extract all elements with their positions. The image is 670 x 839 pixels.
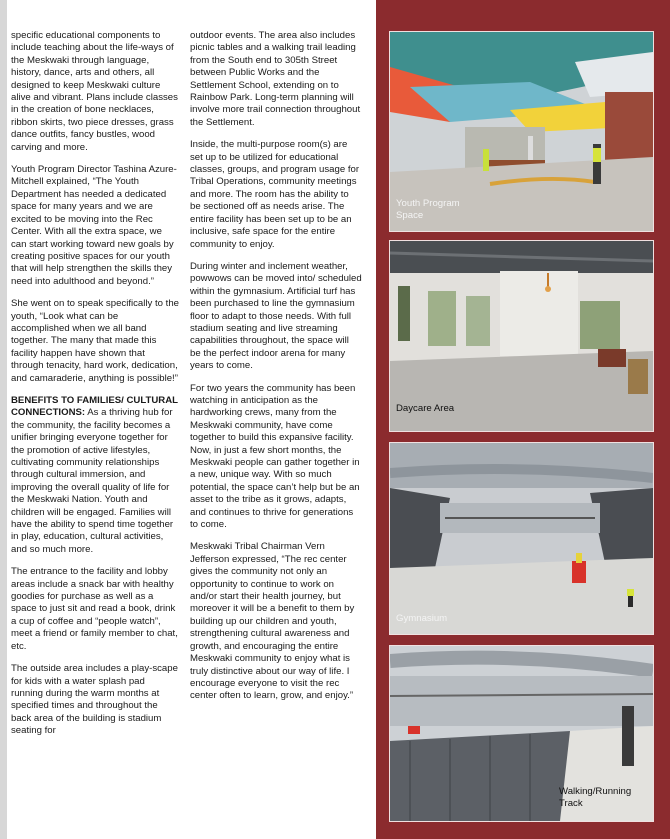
- photo-caption: Walking/Running Track: [559, 786, 632, 809]
- paragraph: She went on to speak specifically to the youth, “Look what can be accomplished when we all band together. The many that made this facility happen have shown that through tenacity, hard work, dedication, and camaraderie, anything is possible!”: [11, 298, 179, 384]
- article-column-2: [190, 30, 362, 713]
- paragraph: The entrance to the facility and lobby areas include a snack bar with healthy goodies for purchase as well as a space to just sit and read a book, drink a cup of coffee and “people watch”, meet a friend or family member to chat, etc.: [11, 566, 178, 652]
- section-heading: BENEFITS TO FAMILIES/ CULTURAL CONNECTIONS:: [11, 394, 178, 419]
- paragraph: During winter and inclement weather, powwows can be moved into/ scheduled within the gymnasium. Artificial turf has been purchased to line the gymnasium floor to adapt to those needs. With full stadium seating and live streaming capabilities throughout, the space will be the perfect indoor arena for many years to come.: [190, 260, 362, 372]
- paragraph: Youth Program Director Tashina Azure-Mitchell explained, “The Youth Department has needed a dedicated space for many years and we are excited to be moving into the Rec Center. With all the extra space, we can start working toward new goals by creating positive spaces for our youth that will help strengthen the skills they need into adulthood and beyond.”: [11, 164, 177, 287]
- paragraph: Inside, the multi-purpose room(s) are set up to be utilized for educational classes, groups, and program usage for Tribal Operations, community meetings and more. The room has the ability to be sectioned off as needs arise. The entire facility has been set up to be an inclusive, safe space for the entire community to enjoy.: [190, 139, 360, 250]
- paragraph: For two years the community has been watching in anticipation as the hardworking crews, many from the Meskwaki community, have come together to build this expansive facility. Now, in just a few short months, the Meskwaki people can gather together in a new, unique way. With so much potential, the space can’t help but be an asset to the tribe as it grows, adapts, and continues to thrive for generations to come.: [190, 382, 360, 531]
- photo-gymnasium: [389, 442, 654, 635]
- paragraph: specific educational components to include teaching about the life-ways of the Meskwaki through language, history, dance, arts and others, all designed to keep Meskwaki culture alive and vibrant. Plans include classes in the creation of bone necklaces, ribbon skirts, two piece dresses, grass dance outfits, fancy bustles, wood carving and more.: [11, 30, 178, 153]
- article-column-1: [11, 30, 179, 748]
- left-margin-strip: [0, 0, 7, 839]
- paragraph: outdoor events. The area also includes picnic tables and a walking trail leading from the South end to 305th Street between Public Works and the Settlement School, extending on to Rainbow Park. Long-term planning will involve more trail connection throughout the Settlement.: [190, 30, 361, 128]
- photo-caption: Gymnasium: [396, 613, 448, 624]
- benefits-paragraph: [11, 395, 179, 556]
- photo-caption: Daycare Area: [396, 403, 455, 414]
- paragraph: Meskwaki Tribal Chairman Vern Jefferson expressed, “The rec center gives the community not only an opportunity to continue to work on and/or start their health journey, but moreover it will be a benefit to them by building up our children and youth, strengthening cultural awareness and growth, and encouraging the entire Meskwaki community to enjoy what is truly distinctive about our way of life. I encourage everyone to visit the rec center often to learn, grow, and enjoy.”: [190, 541, 355, 702]
- photo-caption: Youth Program Space: [396, 198, 460, 221]
- paragraph-text: As a thriving hub for the community, the facility becomes a unifier bringing everyone together for the promotion of active lifestyles, cultivating community relationships through cultural immersion, and improving the overall quality of life for the Meskwaki Nation. Youth and children will be engaged. Families will have the ability to spend time together in play, education, cultural activities, and so much more.: [11, 407, 174, 555]
- paragraph: The outside area includes a play-scape for kids with a water splash pad running during the warm months at specified times and throughout the back area of the building is stadium seating for: [11, 663, 178, 737]
